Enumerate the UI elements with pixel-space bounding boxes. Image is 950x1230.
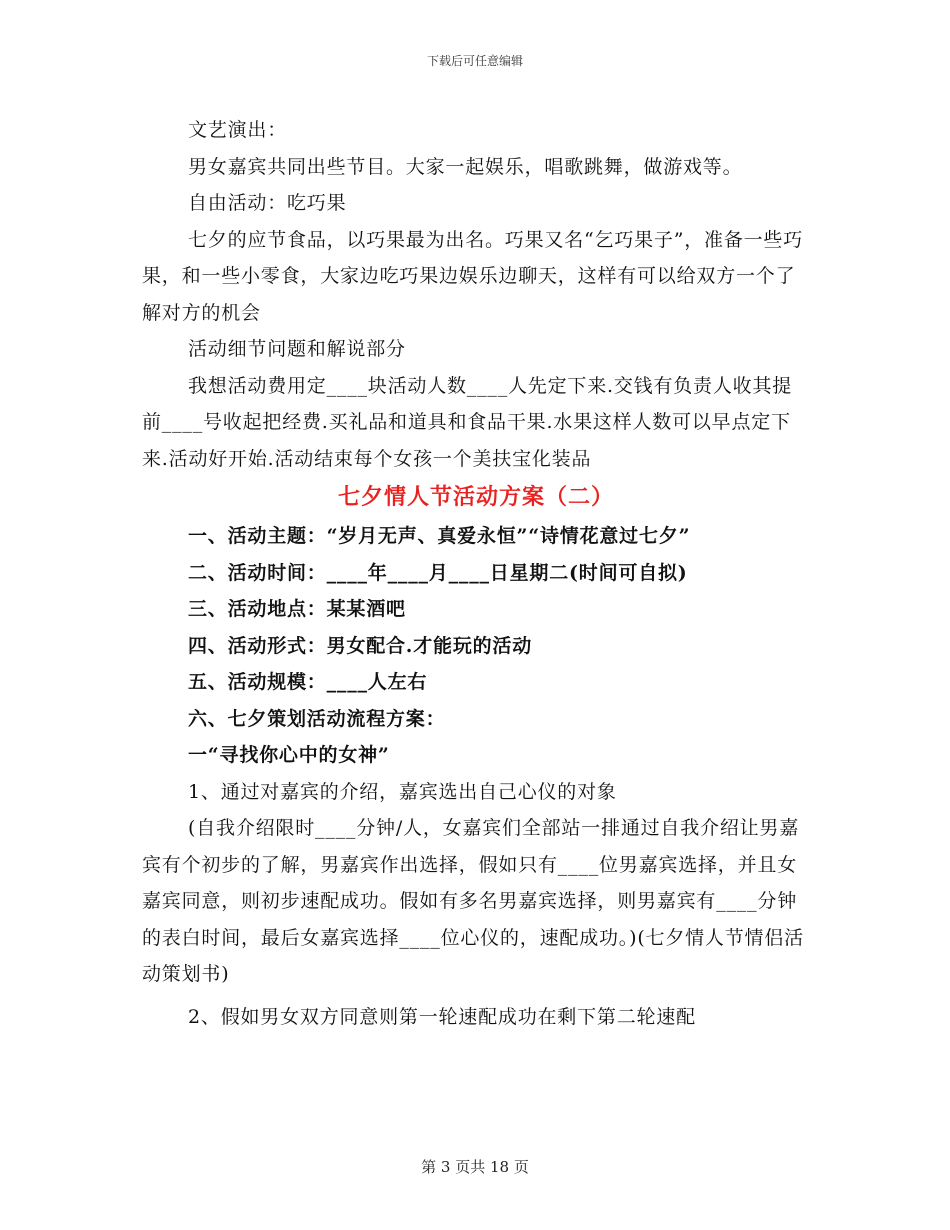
item-location: 三、活动地点：某某酒吧 bbox=[188, 598, 406, 620]
item-goddess-heading: 一“寻找你心中的女神” bbox=[188, 744, 390, 766]
paragraph-step-2: 2、假如男女双方同意则第一轮速配成功在剩下第二轮速配 bbox=[188, 1005, 696, 1028]
section-title: 七夕情人节活动方案（二） bbox=[337, 484, 614, 510]
paragraph-free-activity-heading: 自由活动：吃巧果 bbox=[188, 192, 347, 214]
item-format: 四、活动形式：男女配合.才能玩的活动 bbox=[188, 634, 533, 657]
page-header: 下载后可任意编辑 bbox=[426, 54, 523, 68]
paragraph-self-intro: (自我介绍限时____分钟/人，女嘉宾们全部站一排通过自我介绍让男嘉宾有个初步的了解，男嘉宾作出选择，假如只有____位男嘉宾选择，并且女嘉宾同意，则初步速配成功。假如有多名男嘉宾选择，则男嘉宾有____分钟的表白时间，最后女嘉宾选择____位心仪的，速配成功。)(七夕情人节情侣活动策划书) bbox=[142, 817, 804, 985]
paragraph-performance-text: 男女嘉宾共同出些节目。大家一起娱乐，唱歌跳舞，做游戏等。 bbox=[188, 155, 743, 178]
item-process: 六、七夕策划活动流程方案： bbox=[188, 707, 446, 730]
paragraph-performance-heading: 文艺演出： bbox=[188, 119, 288, 141]
paragraph-fee-text: 我想活动费用定____块活动人数____人先定下来.交钱有负责人收其提前____号收起把经费.买礼品和道具和食品干果.水果这样人数可以早点定下来.活动好开始.活动结束每个女孩一个美扶宝化装品 bbox=[142, 374, 793, 470]
document-body bbox=[142, 112, 810, 1035]
paragraph-details-heading: 活动细节问题和解说部分 bbox=[188, 338, 406, 360]
item-theme: 一、活动主题：“岁月无声、真爱永恒”“诗情花意过七夕” bbox=[188, 525, 691, 547]
page-footer: 第 3 页共 18 页 bbox=[421, 1158, 529, 1176]
paragraph-qiaoguo-text: 七夕的应节食品，以巧果最为出名。巧果又名“乞巧果子”，准备一些巧果，和一些小零食，大家边吃巧果边娱乐边聊天，这样有可以给双方一个了解对方的机会 bbox=[142, 228, 804, 324]
paragraph-step-1: 1、通过对嘉宾的介绍，嘉宾选出自己心仪的对象 bbox=[188, 780, 617, 803]
item-time: 二、活动时间：____年____月____日星期二(时间可自拟) bbox=[188, 561, 688, 584]
item-scale: 五、活动规模：____人左右 bbox=[188, 671, 428, 693]
